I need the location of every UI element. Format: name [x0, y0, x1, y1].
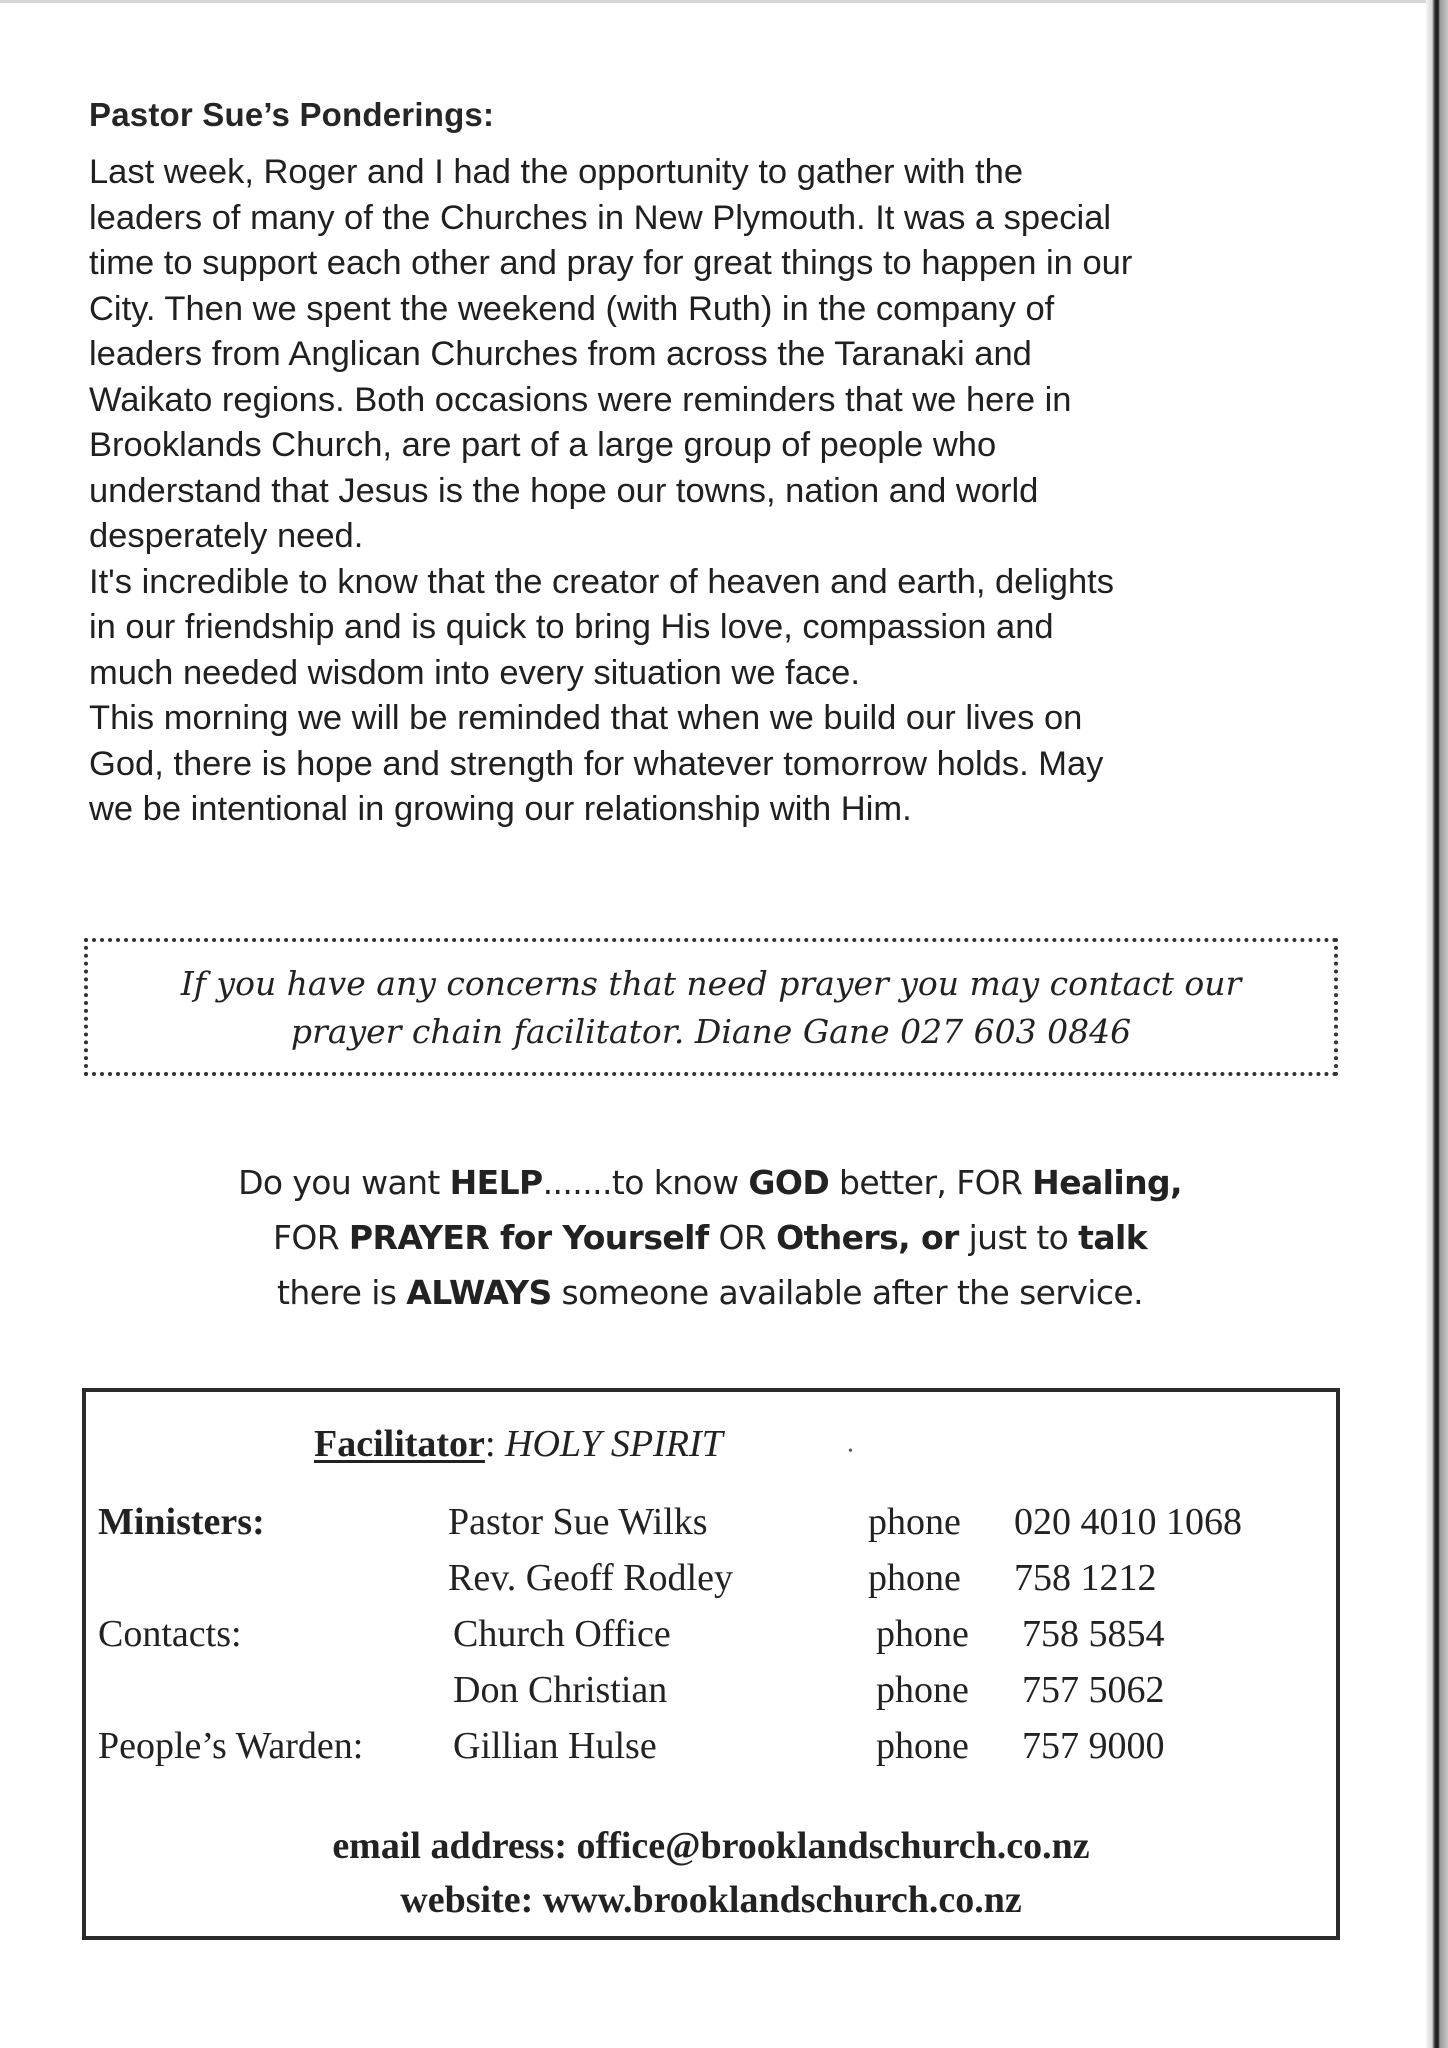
- contact-name: Church Office: [453, 1613, 671, 1655]
- contact-name: Pastor Sue Wilks: [448, 1501, 708, 1543]
- help-line: [120, 1155, 1300, 1210]
- email-line[interactable]: email address: office@brooklandschurch.co.nz: [332, 1825, 1090, 1867]
- body-line: It's incredible to know that the creator of heaven and earth, delights: [89, 562, 1114, 601]
- phone-number[interactable]: 757 5062: [1022, 1669, 1165, 1711]
- help-emphasis: ALWAYS: [406, 1273, 552, 1312]
- help-text: Do you want: [238, 1163, 450, 1202]
- body-line: Waikato regions. Both occasions were reminders that we here in: [89, 380, 1072, 419]
- contact-name: Rev. Geoff Rodley: [448, 1557, 733, 1599]
- contact-name: Don Christian: [453, 1669, 668, 1711]
- body-line: we be intentional in growing our relationship with Him.: [89, 790, 912, 828]
- contacts-box: [82, 1388, 1340, 1940]
- facilitator-colon: :: [484, 1423, 496, 1465]
- help-text: someone available after the service.: [551, 1273, 1143, 1312]
- facilitator-label: Facilitator: [314, 1423, 485, 1465]
- body-line: Brooklands Church, are part of a large group of people who: [89, 426, 997, 464]
- website-line[interactable]: website: www.brooklandschurch.co.nz: [400, 1879, 1022, 1921]
- phone-label: phone: [868, 1557, 961, 1599]
- body-line: time to support each other and pray for great things to happen in our: [89, 244, 1133, 282]
- phone-number[interactable]: 757 9000: [1022, 1725, 1165, 1767]
- help-text: .......to know: [542, 1163, 749, 1202]
- page-binding-edge: [1426, 0, 1448, 2048]
- help-text: better, FOR: [829, 1163, 1033, 1202]
- ponderings-body: [89, 150, 1359, 833]
- phone-number[interactable]: 758 5854: [1022, 1613, 1165, 1655]
- prayer-notice-line: prayer chain facilitator. Diane Gane 027 603 0846: [290, 1012, 1132, 1051]
- contact-name: Gillian Hulse: [453, 1725, 657, 1767]
- help-emphasis: HELP: [449, 1163, 543, 1202]
- body-line: This morning we will be reminded that when we build our lives on: [89, 699, 1083, 737]
- prayer-notice-line: If you have any concerns that need prayer you may contact our: [180, 964, 1242, 1003]
- help-text: FOR: [272, 1218, 349, 1257]
- phone-label: phone: [868, 1501, 961, 1543]
- ponderings-heading: Pastor Sue’s Ponderings:: [89, 96, 495, 133]
- ponderings-section: [89, 96, 1359, 833]
- contact-role: Ministers:: [98, 1501, 265, 1543]
- facilitator-line: [314, 1422, 723, 1466]
- phone-label: phone: [876, 1725, 969, 1767]
- phone-label: phone: [876, 1613, 969, 1655]
- phone-number[interactable]: 020 4010 1068: [1014, 1501, 1242, 1543]
- facilitator-value: HOLY SPIRIT: [505, 1423, 723, 1465]
- body-line: desperately need.: [89, 517, 364, 555]
- body-line: City. Then we spent the weekend (with Ruth) in the company of: [89, 289, 1055, 328]
- help-emphasis: talk: [1078, 1218, 1148, 1257]
- help-line: [120, 1265, 1300, 1320]
- body-line: God, there is hope and strength for whatever tomorrow holds. May: [89, 744, 1104, 783]
- help-text: there is: [277, 1273, 407, 1312]
- prayer-chain-notice: [84, 938, 1338, 1076]
- help-text: OR: [708, 1218, 777, 1257]
- help-emphasis: GOD: [748, 1163, 830, 1202]
- page-top-edge: [0, 0, 1426, 3]
- body-line: in our friendship and is quick to bring His love, compassion and: [89, 608, 1054, 646]
- scan-speck: •: [848, 1444, 853, 1459]
- help-line: [120, 1210, 1300, 1265]
- help-emphasis: PRAYER for Yourself: [348, 1218, 709, 1257]
- body-line: leaders from Anglican Churches from across the Taranaki and: [89, 335, 1032, 373]
- contact-role: Contacts:: [98, 1613, 242, 1655]
- body-line: much needed wisdom into every situation we face.: [89, 653, 860, 692]
- help-emphasis: Others, or: [776, 1218, 959, 1257]
- body-line: understand that Jesus is the hope our towns, nation and world: [89, 471, 1039, 510]
- phone-number[interactable]: 758 1212: [1014, 1557, 1157, 1599]
- contact-role: People’s Warden:: [98, 1725, 364, 1767]
- help-text: just to: [958, 1218, 1079, 1257]
- body-line: leaders of many of the Churches in New Plymouth. It was a special: [89, 198, 1112, 237]
- help-invitation: [120, 1155, 1300, 1320]
- help-emphasis: Healing,: [1032, 1163, 1182, 1202]
- phone-label: phone: [876, 1669, 969, 1711]
- body-line: Last week, Roger and I had the opportunity to gather with the: [89, 153, 1024, 191]
